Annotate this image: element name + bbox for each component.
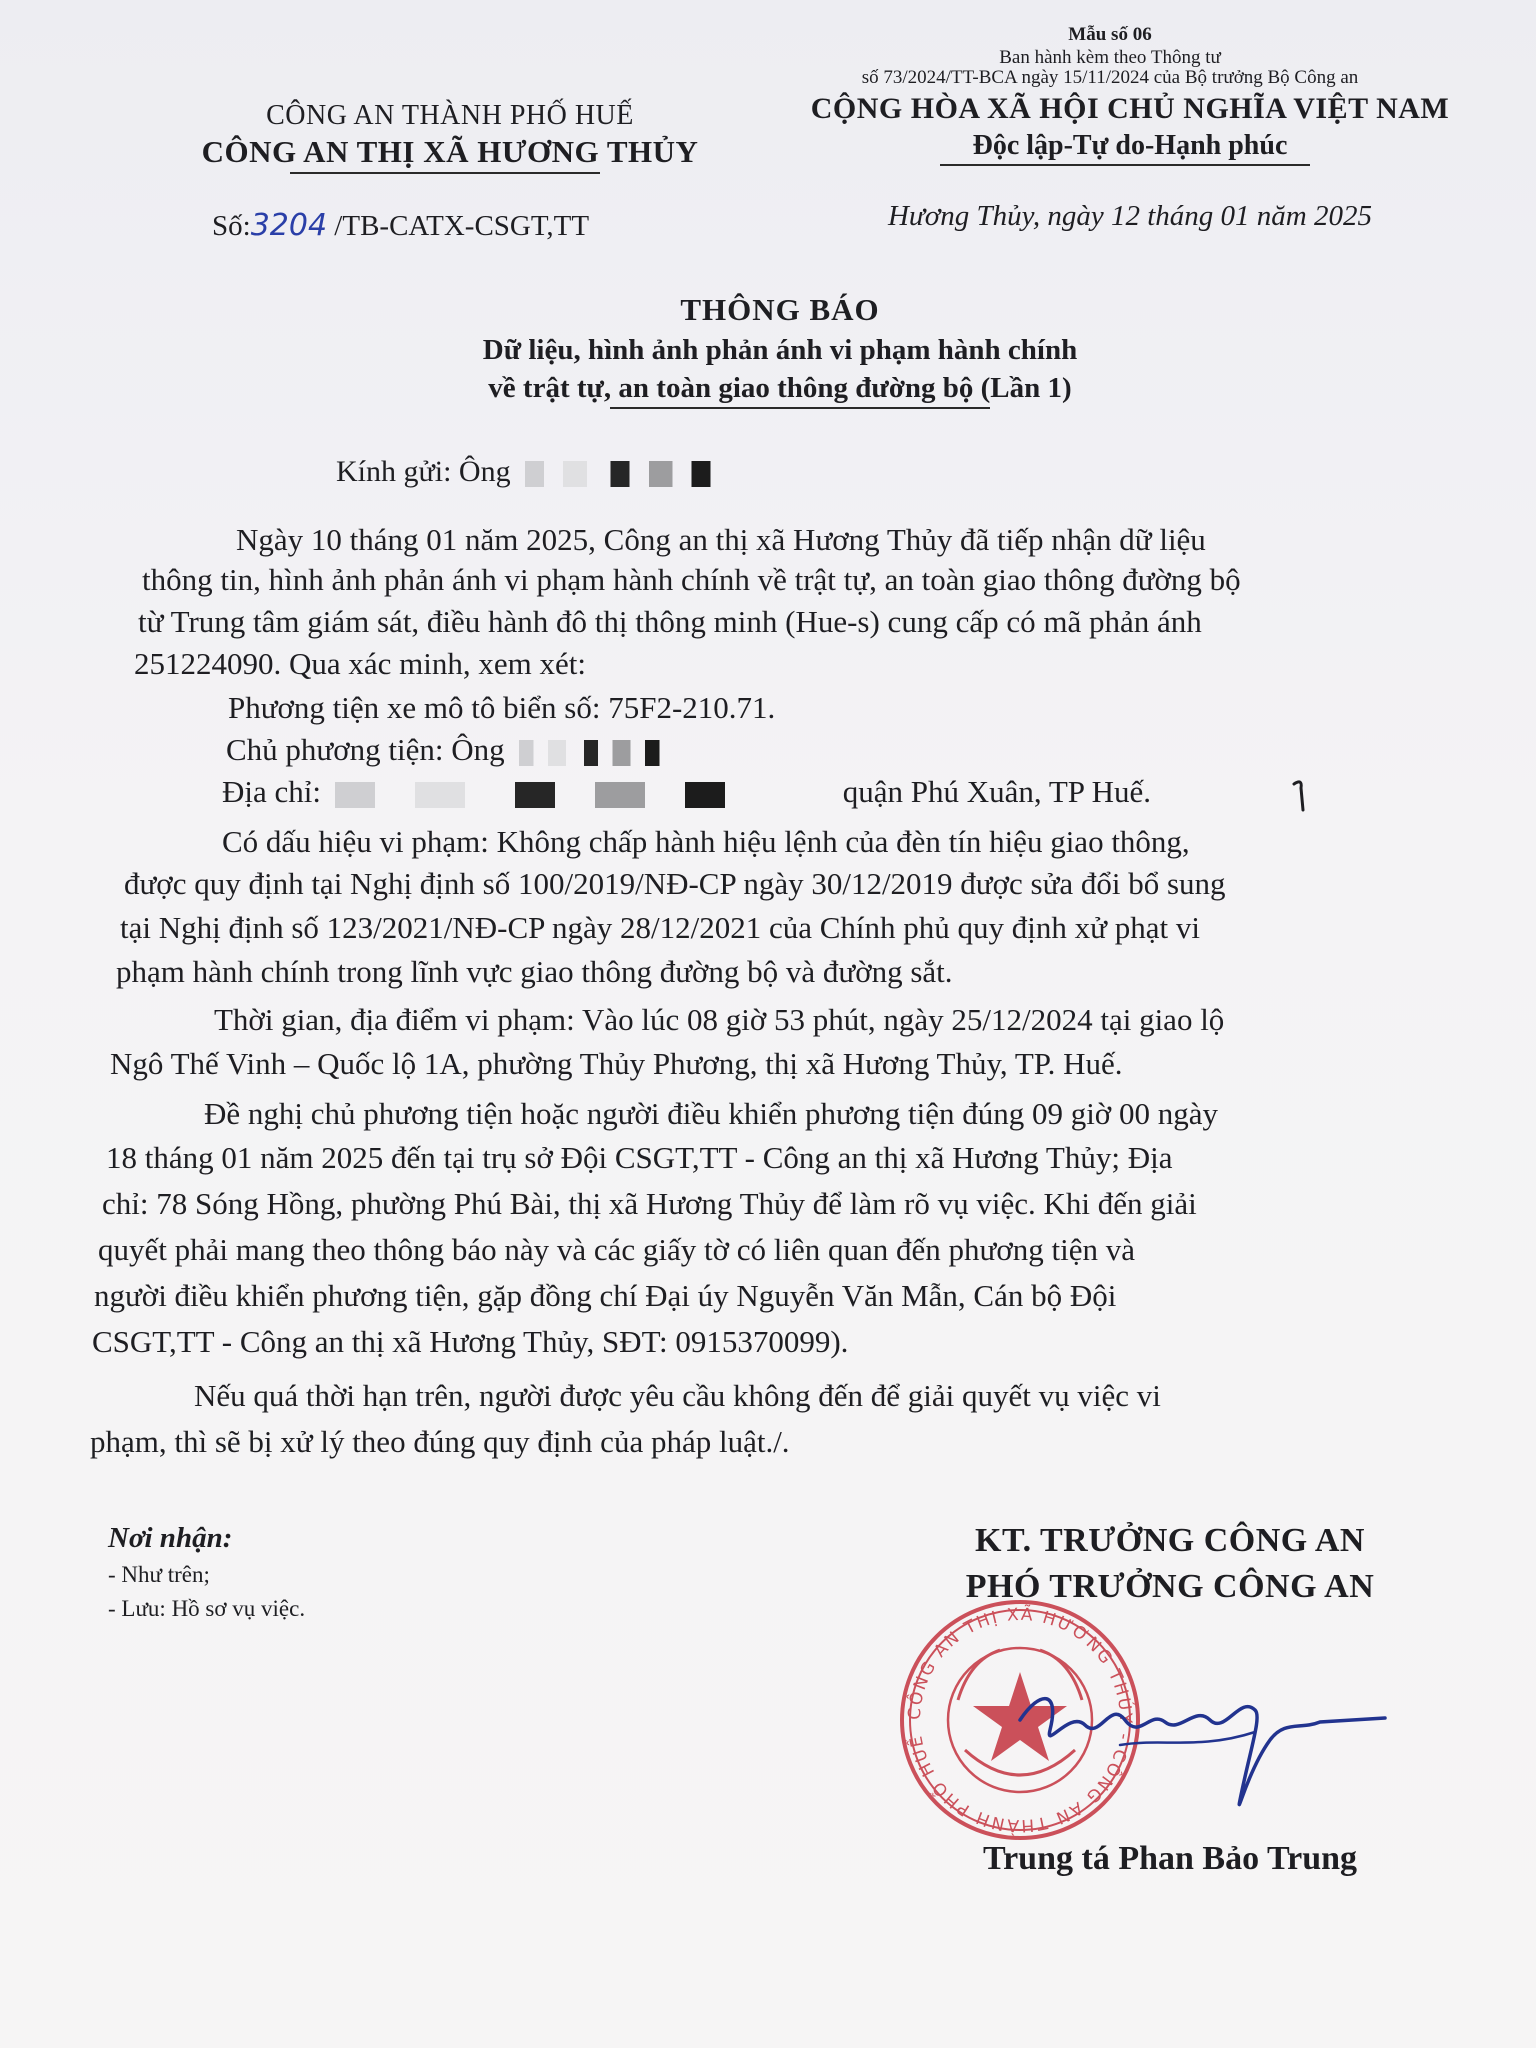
place-and-date: Hương Thủy, ngày 12 tháng 01 năm 2025 (887, 200, 1372, 232)
paragraph-line: chỉ: 78 Sóng Hồng, phường Phú Bài, thị xã Hương Thủy để làm rõ vụ việc. Khi đến giải (102, 1186, 1197, 1221)
agency-underline (290, 172, 600, 174)
paragraph-line: Ngày 10 tháng 01 năm 2025, Công an thị xã Hương Thủy đã tiếp nhận dữ liệu (236, 522, 1206, 557)
paragraph-line: người điều khiển phương tiện, gặp đồng chí Đại úy Nguyễn Văn Mẫn, Cán bộ Đội (94, 1278, 1117, 1313)
recipient-item: - Lưu: Hồ sơ vụ việc. (108, 1596, 306, 1621)
signature-position: PHÓ TRƯỞNG CÔNG AN (965, 1568, 1375, 1605)
national-title: CỘNG HÒA XÃ HỘI CHỦ NGHĨA VIỆT NAM (810, 92, 1450, 125)
national-motto: Độc lập-Tự do-Hạnh phúc (972, 130, 1288, 161)
paragraph-line: 18 tháng 01 năm 2025 đến tại trụ sở Đội CSGT,TT - Công an thị xã Hương Thủy; Địa (106, 1140, 1173, 1175)
number-prefix: Số: (212, 210, 251, 242)
paragraph-line: quyết phải mang theo thông báo này và các giấy tờ có liên quan đến phương tiện và (98, 1232, 1135, 1267)
handwritten-number: 3204 (250, 208, 328, 243)
owner-label: Chủ phương tiện: Ông (226, 732, 505, 767)
paragraph-line: thông tin, hình ảnh phản ánh vi phạm hành chính về trật tự, an toàn giao thông đường bộ (142, 562, 1241, 597)
recipients-title: Nơi nhận: (108, 1522, 233, 1554)
paragraph-line: Ngô Thế Vinh – Quốc lộ 1A, phường Thủy Phương, thị xã Hương Thủy, TP. Huế. (110, 1046, 1123, 1081)
addressee-line (336, 455, 763, 489)
paragraph-line: 251224090. Qua xác minh, xem xét: (134, 646, 586, 681)
subtitle-underline (610, 407, 990, 409)
redacted-address (335, 782, 835, 808)
addressee-label: Kính gửi: Ông (336, 455, 511, 488)
number-suffix: /TB-CATX-CSGT,TT (334, 210, 590, 242)
document-title: THÔNG BÁO (680, 292, 880, 327)
paragraph-line: CSGT,TT - Công an thị xã Hương Thủy, SĐT: 0915370099). (92, 1324, 849, 1359)
address-label: Địa chỉ: (222, 774, 321, 809)
agency-name: CÔNG AN THỊ XÃ HƯƠNG THỦY (201, 134, 699, 169)
document-subtitle-2: về trật tự, an toàn giao thông đường bộ (Lần 1) (488, 372, 1072, 404)
paragraph-line: phạm, thì sẽ bị xử lý theo đúng quy định của pháp luật./. (90, 1424, 790, 1459)
signature-authority: KT. TRƯỞNG CÔNG AN (975, 1522, 1365, 1559)
paragraph-line: được quy định tại Nghị định số 100/2019/NĐ-CP ngày 30/12/2019 được sửa đổi bổ sung (124, 866, 1226, 901)
redacted-owner (519, 740, 699, 766)
document-number (212, 208, 589, 243)
recipient-item: - Như trên; (108, 1562, 210, 1587)
redacted-name (525, 461, 763, 487)
owner-line (226, 732, 699, 768)
motto-underline (940, 164, 1310, 166)
form-number: Mẫu số 06 (1068, 24, 1152, 45)
vehicle-plate-line: Phương tiện xe mô tô biển số: 75F2-210.71. (228, 690, 776, 725)
form-circular: số 73/2024/TT-BCA ngày 15/11/2024 của Bộ trưởng Bộ Công an (861, 67, 1359, 88)
paragraph-line: phạm hành chính trong lĩnh vực giao thông đường bộ và đường sắt. (116, 954, 953, 989)
handwritten-signature (1000, 1650, 1390, 1830)
agency-parent: CÔNG AN THÀNH PHỐ HUẾ (266, 100, 634, 131)
paragraph-line: Thời gian, địa điểm vi phạm: Vào lúc 08 giờ 53 phút, ngày 25/12/2024 tại giao lộ (214, 1002, 1225, 1037)
seal-ring-text: CÔNG AN THỊ XÃ HƯƠNG THỦY - CÔNG AN THÀNH PHỐ HUẾ (904, 1604, 1136, 1836)
address-line (222, 774, 1151, 810)
paragraph-line: tại Nghị định số 123/2021/NĐ-CP ngày 28/12/2021 của Chính phủ quy định xử phạt vi (120, 910, 1200, 945)
document-subtitle-1: Dữ liệu, hình ảnh phản ánh vi phạm hành chính (482, 334, 1078, 366)
paragraph-line: Nếu quá thời hạn trên, người được yêu cầu không đến để giải quyết vụ việc vi (194, 1378, 1161, 1413)
signer-name: Trung tá Phan Bảo Trung (982, 1840, 1358, 1877)
paragraph-line: Đề nghị chủ phương tiện hoặc người điều khiển phương tiện đúng 09 giờ 00 ngày (204, 1096, 1218, 1131)
paragraph-line: từ Trung tâm giám sát, điều hành đô thị thông minh (Hue-s) cung cấp có mã phản ánh (138, 604, 1202, 639)
address-tail: quận Phú Xuân, TP Huế. (842, 774, 1152, 809)
paragraph-line: Có dấu hiệu vi phạm: Không chấp hành hiệu lệnh của đèn tín hiệu giao thông, (222, 824, 1190, 859)
form-issued: Ban hành kèm theo Thông tư (999, 47, 1221, 68)
pen-mark-icon (1290, 778, 1310, 814)
